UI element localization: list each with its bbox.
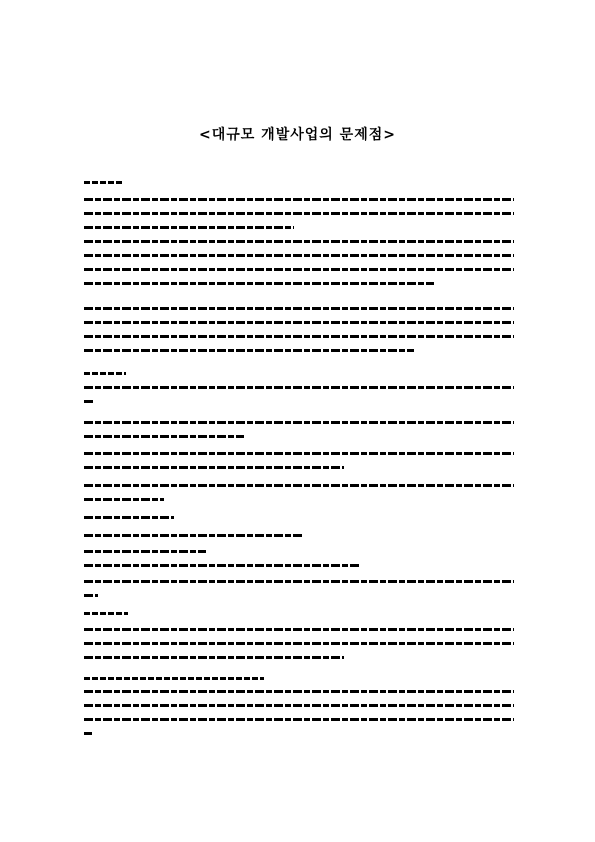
paragraph <box>84 628 514 659</box>
list-item <box>84 421 514 438</box>
list-item <box>84 564 514 567</box>
section-heading <box>84 677 264 680</box>
paragraph <box>84 690 514 735</box>
paragraph <box>84 198 514 229</box>
paragraph <box>84 240 514 285</box>
list-item <box>84 386 514 403</box>
section-heading <box>84 181 122 184</box>
section-heading <box>84 612 128 615</box>
list-item <box>84 484 514 501</box>
list-item <box>84 550 514 553</box>
list-item <box>84 516 514 519</box>
section-heading <box>84 372 126 375</box>
paragraph <box>84 307 514 352</box>
list-item <box>84 580 514 597</box>
list-item <box>84 534 514 537</box>
document-title: <대규모 개발사업의 문제점> <box>199 127 396 143</box>
list-item <box>84 452 514 469</box>
